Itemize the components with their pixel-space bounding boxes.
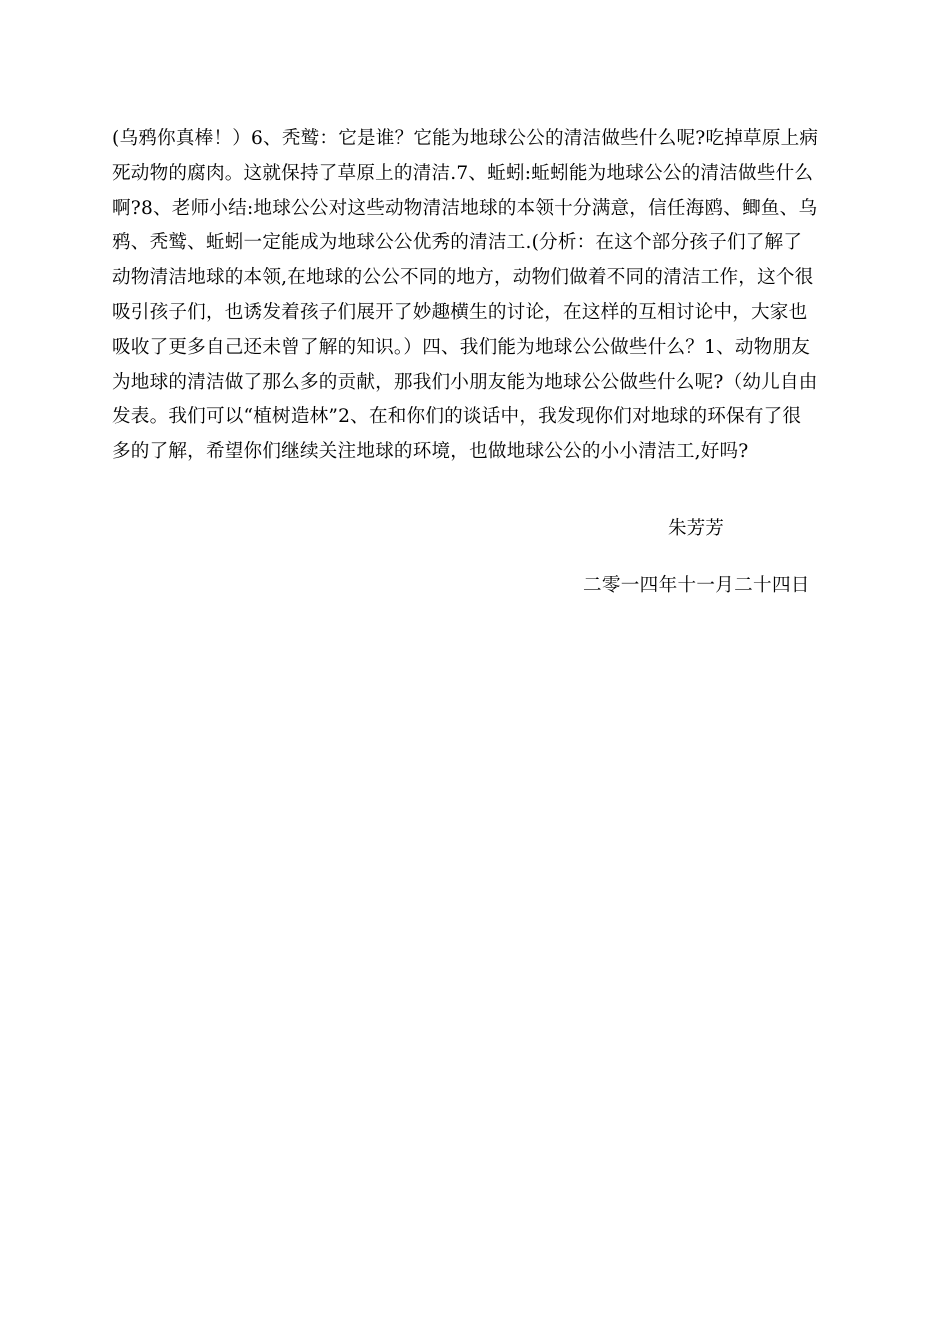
paragraph-line: 吸引孩子们，也诱发着孩子们展开了妙趣横生的讨论，在这样的互相讨论中，大家也 <box>112 301 808 323</box>
author-signature: 朱芳芳 <box>668 518 724 539</box>
paragraph-line: 发表。我们可以“植树造林”2、在和你们的谈话中，我发现你们对地球的环保有了很 <box>112 406 802 428</box>
paragraph-line: 啊?8、老师小结:地球公公对这些动物清洁地球的本领十分满意，信任海鸥、鲫鱼、乌 <box>112 197 818 219</box>
paragraph-line: 动物清洁地球的本领,在地球的公公不同的地方，动物们做着不同的清洁工作，这个很 <box>112 267 814 289</box>
paragraph-line: 死动物的腐肉。这就保持了草原上的清洁.7、蚯蚓:蚯蚓能为地球公公的清洁做些什么 <box>112 162 814 184</box>
paragraph-line: 鸦、秃鹫、蚯蚓一定能成为地球公公优秀的清洁工.(分析：在这个部分孩子们了解了 <box>112 232 803 254</box>
body-paragraph <box>112 122 840 470</box>
paragraph-line: 吸收了更多自己还未曾了解的知识。）四、我们能为地球公公做些什么？1、动物朋友 <box>112 336 811 358</box>
document-date: 二零一四年十一月二十四日 <box>583 575 810 596</box>
paragraph-line: (乌鸦你真棒！）6、秃鹫：它是谁？它能为地球公公的清洁做些什么呢?吃掉草原上病 <box>112 128 819 149</box>
paragraph-line: 为地球的清洁做了那么多的贡献，那我们小朋友能为地球公公做些什么呢?（幼儿自由 <box>112 371 818 393</box>
paragraph-line: 多的了解，希望你们继续关注地球的环境，也做地球公公的小小清洁工,好吗? <box>112 441 749 463</box>
